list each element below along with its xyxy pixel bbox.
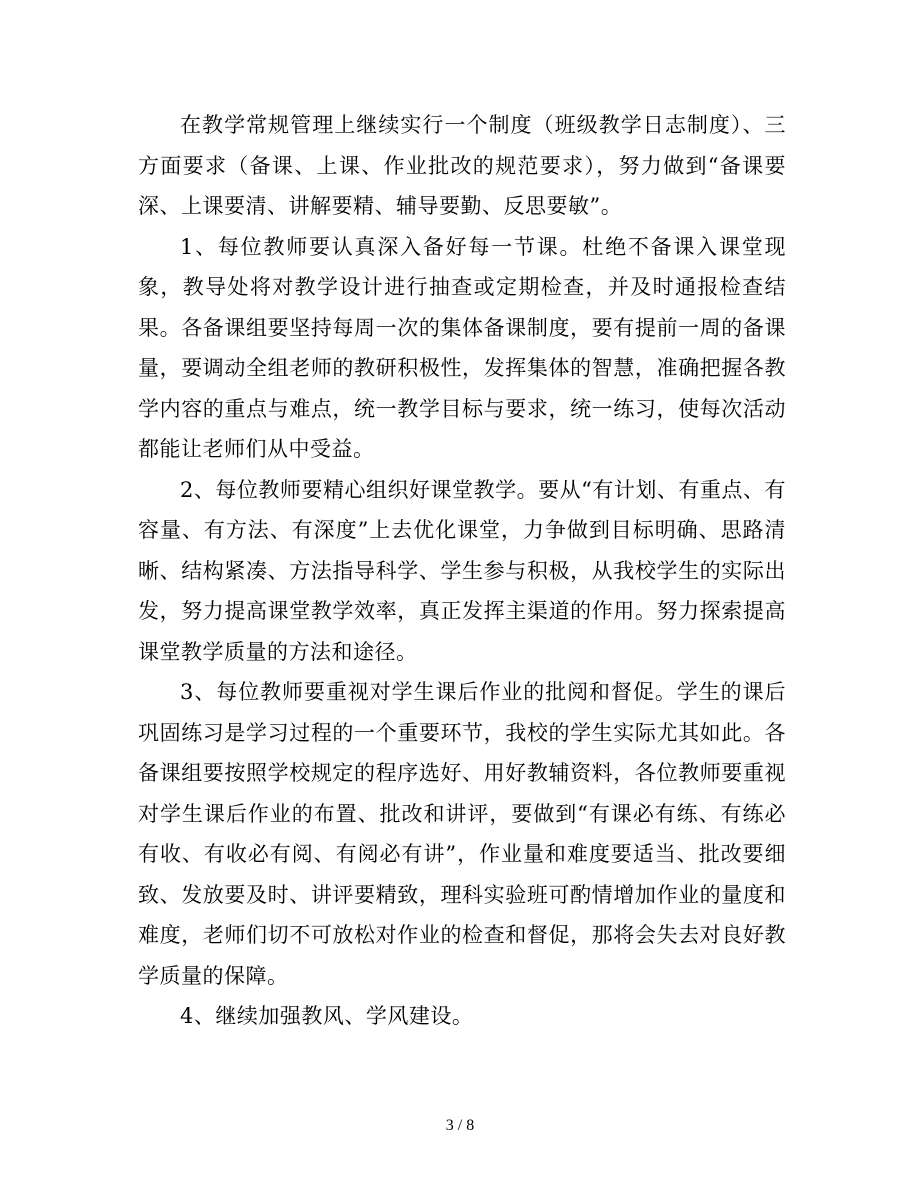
document-body	[138, 105, 786, 1037]
paragraph-item-1: 1、每位教师要认真深入备好每一节课。杜绝不备课入课堂现象，教导处将对教学设计进行抽查或定期检查，并及时通报检查结果。各备课组要坚持每周一次的集体备课制度，要有提前一周的备课量，要调动全组老师的教研积极性，发挥集体的智慧，准确把握各教学内容的重点与难点，统一教学目标与要求，统一练习，使每次活动都能让老师们从中受益。	[138, 234, 786, 461]
paragraph-item-2: 2、每位教师要精心组织好课堂教学。要从“有计划、有重点、有容量、有方法、有深度”上去优化课堂，力争做到目标明确、思路清晰、结构紧凑、方法指导科学、学生参与积极，从我校学生的实际出发，努力提高课堂教学效率，真正发挥主渠道的作用。努力探索提高课堂教学质量的方法和途径。	[138, 477, 786, 664]
page-number: 3 / 8	[445, 1117, 475, 1134]
paragraph-item-4: 4、继续加强教风、学风建设。	[180, 1004, 474, 1028]
paragraph-intro: 在教学常规管理上继续实行一个制度（班级教学日志制度）、三方面要求（备课、上课、作业批改的规范要求），努力做到“备课要深、上课要清、讲解要精、辅导要勤、反思要敏”。	[138, 113, 786, 218]
paragraph-item-3: 3、每位教师要重视对学生课后作业的批阅和督促。学生的课后巩固练习是学习过程的一个重要环节，我校的学生实际尤其如此。各备课组要按照学校规定的程序选好、用好教辅资料，各位教师要重视对学生课后作业的布置、批改和讲评，要做到“有课必有练、有练必有收、有收必有阅、有阅必有讲”，作业量和难度要适当、批改要细致、发放要及时、讲评要精致，理科实验班可酌情增加作业的量度和难度，老师们切不可放松对作业的检查和督促，那将会失去对良好教学质量的保障。	[138, 680, 786, 988]
